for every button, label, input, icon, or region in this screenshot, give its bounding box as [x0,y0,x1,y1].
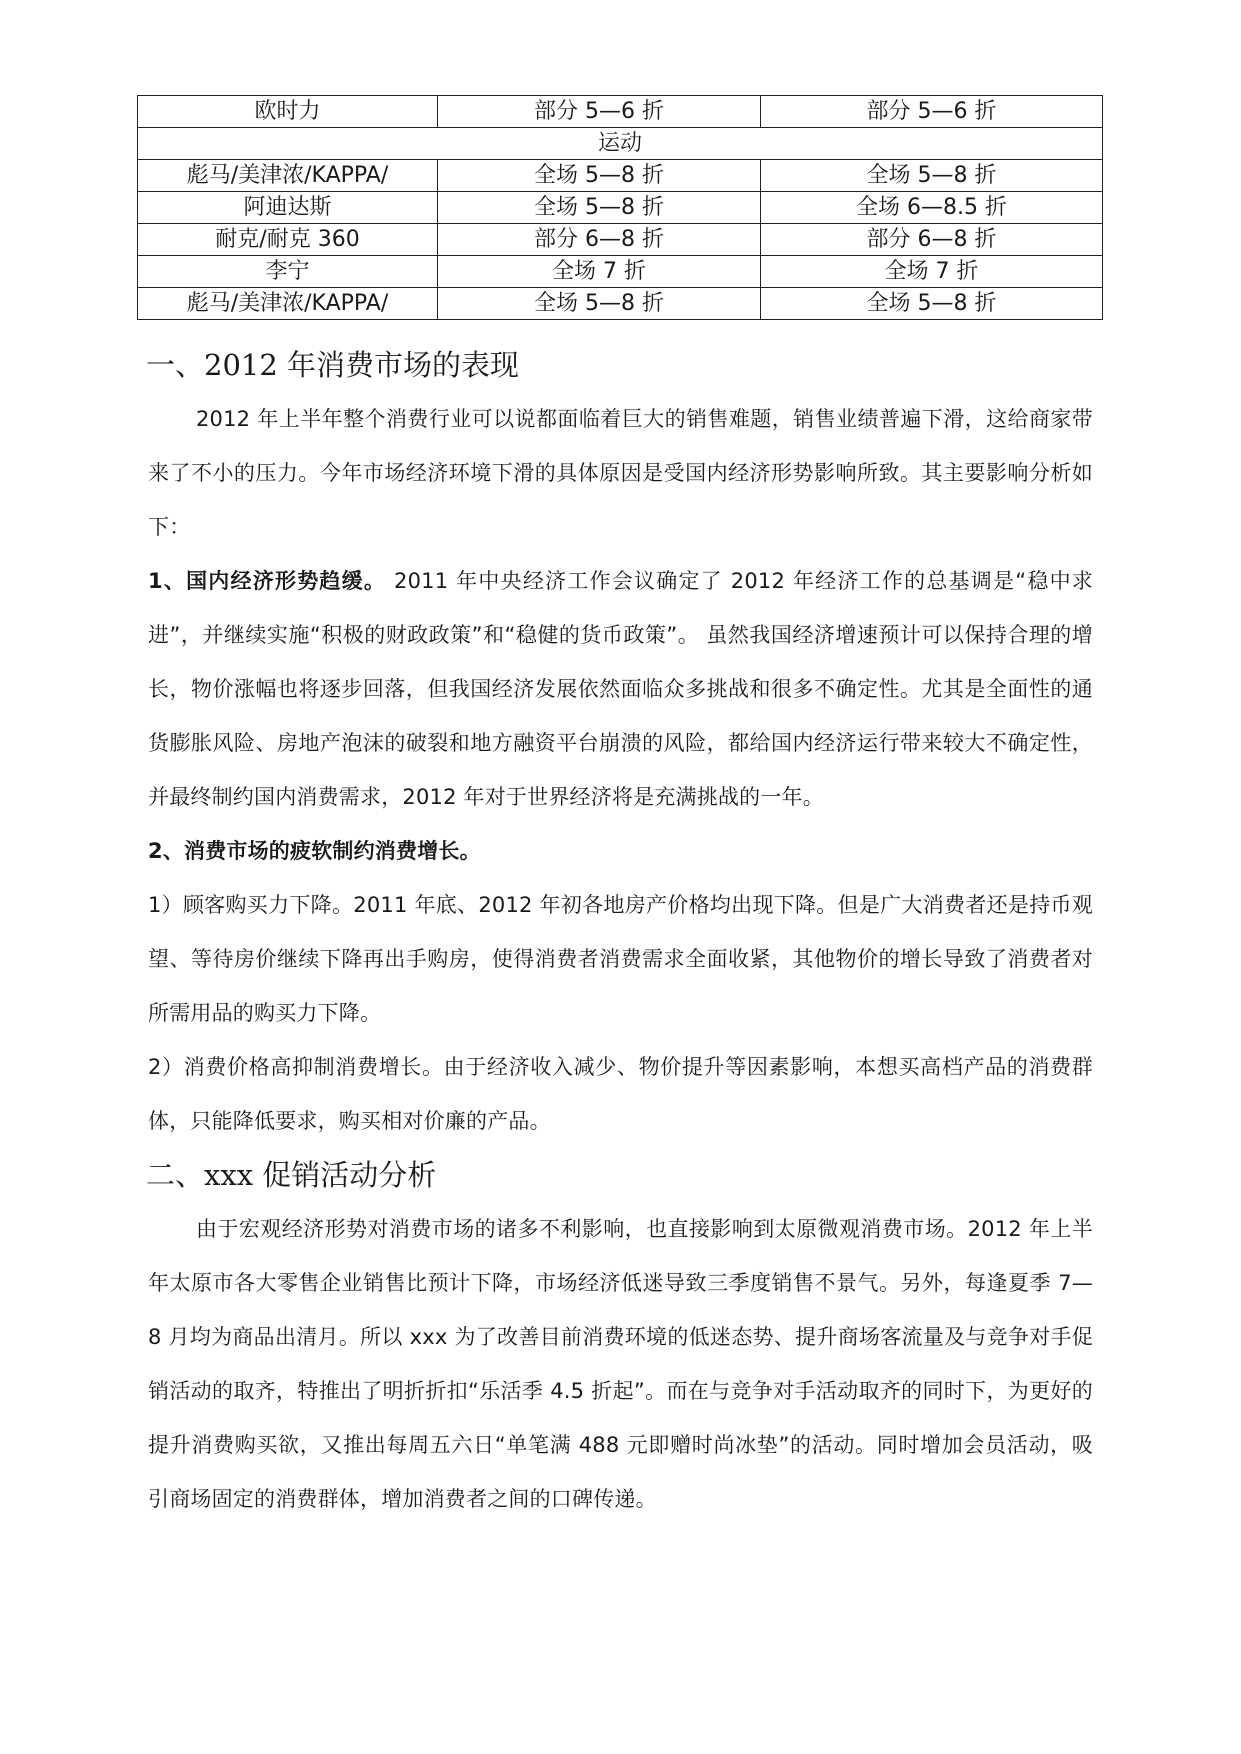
table-category-row [138,128,1103,160]
table-row [138,256,1103,288]
analysis-paragraph: 由于宏观经济形势对消费市场的诸多不利影响，也直接影响到太原微观消费市场。2012 年上半年太原市各大零售企业销售比预计下降，市场经济低迷导致三季度销售不景气。另外，每逢夏季 7—8 月均为商品出清月。所以 xxx 为了改善目前消费环境的低迷态势、提升商场客流量及与竞争对手促销活动的取齐，特推出了明折折扣“乐活季 4.5 折起”。而在与竞争对手活动取齐的同时下，为更好的提升消费购买欲，又推出每周五六日“单笔满 488 元即赠时尚冰垫”的活动。同时增加会员活动，吸引商场固定的消费群体，增加消费者之间的口碑传递。 [148,1217,1093,1511]
discount-cell: 部分 6—8 折 [438,224,761,256]
brand-cell: 欧时力 [138,96,438,128]
discount-table [137,95,1103,320]
discount-cell: 全场 5—8 折 [438,288,761,320]
section-heading: 一、2012 年消费市场的表现 [146,348,520,382]
table-row [138,288,1103,320]
table-row [138,96,1103,128]
table-row [138,160,1103,192]
table-row [138,224,1103,256]
point1-title: 1、国内经济形势趋缓。 [148,569,387,593]
point2-title: 2、消费市场的疲软制约消费增长。 [148,839,481,863]
brand-cell: 阿迪达斯 [138,192,438,224]
point1-paragraph [148,554,1093,824]
discount-cell: 部分 5—6 折 [761,96,1103,128]
document-body [148,338,1093,1526]
discount-cell: 全场 7 折 [761,256,1103,288]
brand-cell: 耐克/耐克 360 [138,224,438,256]
discount-cell: 全场 6—8.5 折 [761,192,1103,224]
sub-point-1: 1）顾客购买力下降。2011 年底、2012 年初各地房产价格均出现下降。但是广大消费者还是持币观望、等待房价继续下降再出手购房，使得消费者消费需求全面收紧，其他物价的增长导致了消费者对所需用品的购买力下降。 [148,893,1093,1025]
intro-paragraph: 2012 年上半年整个消费行业可以说都面临着巨大的销售难题，销售业绩普遍下滑，这给商家带来了不小的压力。今年市场经济环境下滑的具体原因是受国内经济形势影响所致。其主要影响分析如下： [148,407,1093,539]
discount-cell: 全场 5—8 折 [761,160,1103,192]
discount-cell: 部分 6—8 折 [761,224,1103,256]
section-heading: 二、xxx 促销活动分析 [146,1158,437,1192]
brand-cell: 彪马/美津浓/KAPPA/ [138,160,438,192]
discount-cell: 全场 7 折 [438,256,761,288]
discount-cell: 全场 5—8 折 [761,288,1103,320]
discount-cell: 部分 5—6 折 [438,96,761,128]
discount-cell: 全场 5—8 折 [438,160,761,192]
brand-cell: 彪马/美津浓/KAPPA/ [138,288,438,320]
point1-body: 2011 年中央经济工作会议确定了 2012 年经济工作的总基调是“稳中求进”，并继续实施“积极的财政政策”和“稳健的货币政策”。 虽然我国经济增速预计可以保持合理的增长，物价涨幅也将逐步回落，但我国经济发展依然面临众多挑战和很多不确定性。尤其是全面性的通货膨胀风险、房地产泡沫的破裂和地方融资平台崩溃的风险，都给国内经济运行带来较大不确定性，并最终制约国内消费需求，2012 年对于世界经济将是充满挑战的一年。 [148,569,1093,809]
category-cell: 运动 [138,128,1103,160]
table-row [138,192,1103,224]
brand-cell: 李宁 [138,256,438,288]
discount-cell: 全场 5—8 折 [438,192,761,224]
sub-point-2: 2）消费价格高抑制消费增长。由于经济收入减少、物价提升等因素影响，本想买高档产品的消费群体，只能降低要求，购买相对价廉的产品。 [148,1055,1093,1133]
